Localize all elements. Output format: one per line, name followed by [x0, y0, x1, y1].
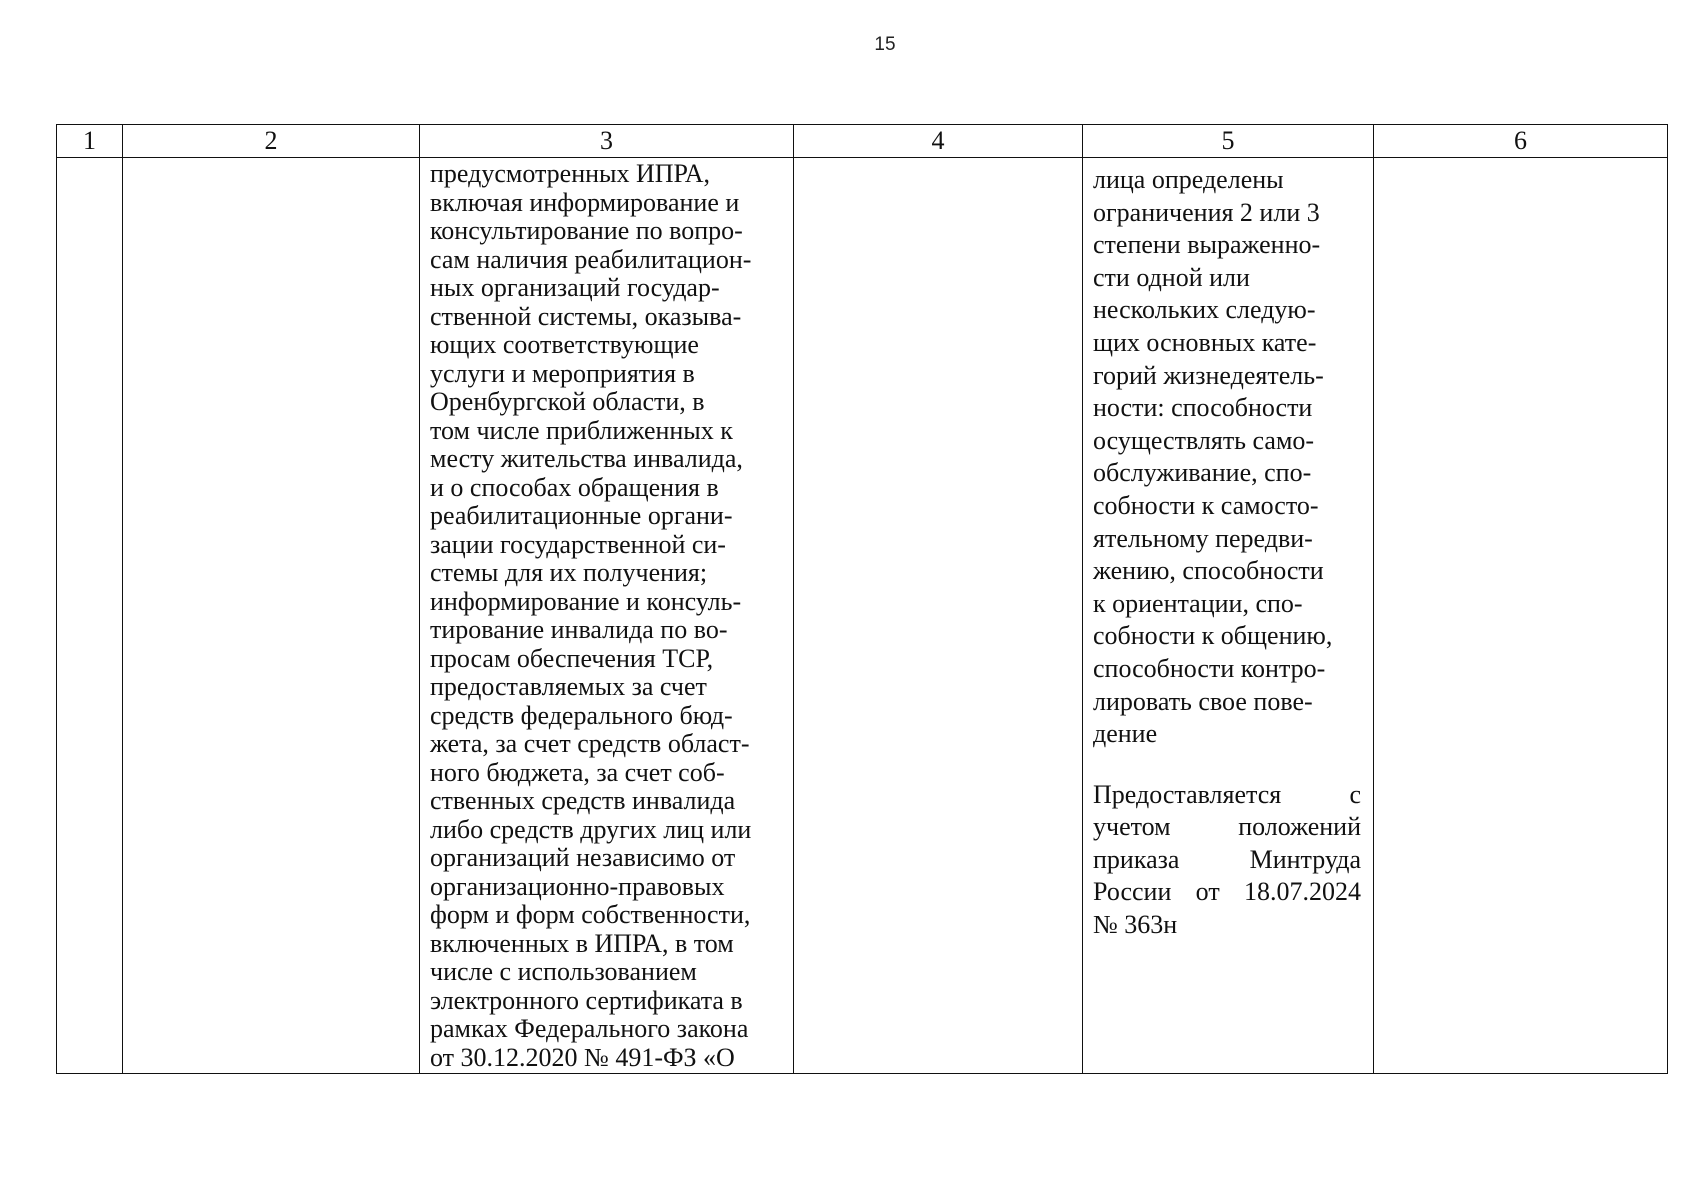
- col5-text-line: щих основных кате-: [1093, 327, 1317, 357]
- col3-text-line: включенных в ИПРА, в том: [430, 928, 734, 958]
- col5-note-line: [1093, 811, 1361, 844]
- col5-note-line: [1093, 844, 1361, 877]
- col3-text-line: либо средств других лиц или: [430, 814, 752, 844]
- col3-text-line: ных организаций государ-: [430, 273, 720, 302]
- col5-note-text: [1093, 779, 1361, 942]
- col3-text-line: зации государственной си-: [430, 529, 726, 559]
- col3-text-line: Оренбургской области, в: [430, 387, 705, 416]
- paragraph-gap: [1093, 751, 1361, 779]
- col3-text-line: рамках Федерального закона: [430, 1014, 749, 1043]
- cell-col-4: [794, 158, 1083, 1074]
- col5-text-line: способности контро-: [1093, 653, 1326, 683]
- col3-text-line: средств федерального бюд-: [430, 700, 733, 730]
- note-word: учетом: [1093, 812, 1171, 842]
- note-word: приказа: [1093, 844, 1180, 874]
- column-header-6: 6: [1374, 125, 1668, 158]
- col3-text-line: числе с использованием: [430, 957, 697, 986]
- col3-text-line: электронного сертификата в: [430, 985, 743, 1015]
- column-header-3: 3: [420, 125, 794, 158]
- note-word: № 363н: [1093, 910, 1178, 940]
- col3-text-line: ного бюджета, за счет соб-: [430, 757, 725, 787]
- col3-text-line: информирование и консуль-: [430, 586, 742, 616]
- col3-text-line: тирование инвалида по во-: [430, 615, 728, 644]
- col3-text-line: услуги и мероприятия в: [430, 358, 695, 388]
- cell-col-1: [57, 158, 123, 1074]
- note-word: от: [1195, 877, 1220, 907]
- col3-text-line: предусмотренных ИПРА,: [430, 159, 710, 188]
- col3-text-line: жета, за счет средств област-: [430, 729, 750, 758]
- note-word: с: [1349, 779, 1361, 809]
- col3-text-line: организационно-правовых: [430, 871, 725, 901]
- col5-text-line: дение: [1093, 719, 1158, 749]
- note-word: положений: [1238, 812, 1361, 842]
- table-header-row: [57, 125, 1668, 158]
- col3-text: [420, 158, 793, 1072]
- col5-text-line: сти одной или: [1093, 262, 1250, 292]
- col3-text-line: предоставляемых за счет: [430, 672, 707, 701]
- col5-text-line: к ориентации, спо-: [1093, 588, 1303, 618]
- note-word: 18.07.2024: [1244, 877, 1361, 907]
- col3-text-line: стемы для их получения;: [430, 558, 708, 587]
- col5-note-line: [1093, 779, 1361, 812]
- column-header-4: 4: [794, 125, 1083, 158]
- col5-text-line: ограничения 2 или 3: [1093, 197, 1320, 227]
- col3-text-line: консультирование по вопро-: [430, 216, 743, 245]
- note-word: Минтруда: [1249, 844, 1361, 874]
- document-table: [56, 124, 1668, 1074]
- col5-text-line: степени выраженно-: [1093, 230, 1321, 260]
- col5-text-line: обслуживание, спо-: [1093, 458, 1312, 488]
- column-header-5: 5: [1083, 125, 1374, 158]
- note-word: России: [1093, 877, 1172, 907]
- cell-col-2: [123, 158, 420, 1074]
- cell-col-5: [1083, 158, 1374, 1074]
- col3-text-line: включая информирование и: [430, 187, 740, 217]
- cell-col-6: [1374, 158, 1668, 1074]
- col3-text-line: ющих соответствующие: [430, 330, 699, 359]
- table-row: [57, 158, 1668, 1074]
- col5-text-line: жению, способности: [1093, 556, 1324, 586]
- col5-note-line: [1093, 876, 1361, 909]
- col5-text-line: нескольких следую-: [1093, 295, 1316, 325]
- col5-criteria-text: [1093, 164, 1361, 751]
- col5-text-line: осуществлять само-: [1093, 425, 1315, 455]
- col5-text-line: собности к общению,: [1093, 621, 1333, 651]
- note-word: Предоставляется: [1093, 779, 1282, 809]
- col3-text-line: и о способах обращения в: [430, 472, 719, 502]
- col3-text-line: просам обеспечения ТСР,: [430, 643, 714, 673]
- col5-text-line: лица определены: [1093, 165, 1284, 194]
- col5-text-line: горий жизнедеятель-: [1093, 360, 1324, 390]
- col3-text-line: сам наличия реабилитацион-: [430, 244, 752, 274]
- col3-text-line: организаций независимо от: [430, 843, 736, 872]
- column-header-2: 2: [123, 125, 420, 158]
- col5-note-line: [1093, 909, 1361, 942]
- col5-text: [1083, 158, 1373, 942]
- col3-text-line: реабилитационные органи-: [430, 501, 733, 530]
- col3-text-line: форм и форм собственности,: [430, 900, 751, 929]
- col3-text-line: месту жительства инвалида,: [430, 444, 743, 473]
- column-header-1: 1: [57, 125, 123, 158]
- col5-text-line: ятельному передви-: [1093, 523, 1313, 553]
- col3-text-line: ственных средств инвалида: [430, 786, 736, 815]
- col5-text-line: ности: способности: [1093, 393, 1313, 423]
- col5-text-line: лировать свое пове-: [1093, 686, 1313, 716]
- cell-col-3: [420, 158, 794, 1074]
- col3-text-line: том числе приближенных к: [430, 415, 733, 445]
- col3-text-line: ственной системы, оказыва-: [430, 301, 742, 331]
- col5-text-line: собности к самосто-: [1093, 490, 1319, 520]
- page-number: 15: [874, 34, 896, 55]
- col3-text-line: от 30.12.2020 № 491-ФЗ «О: [430, 1042, 735, 1072]
